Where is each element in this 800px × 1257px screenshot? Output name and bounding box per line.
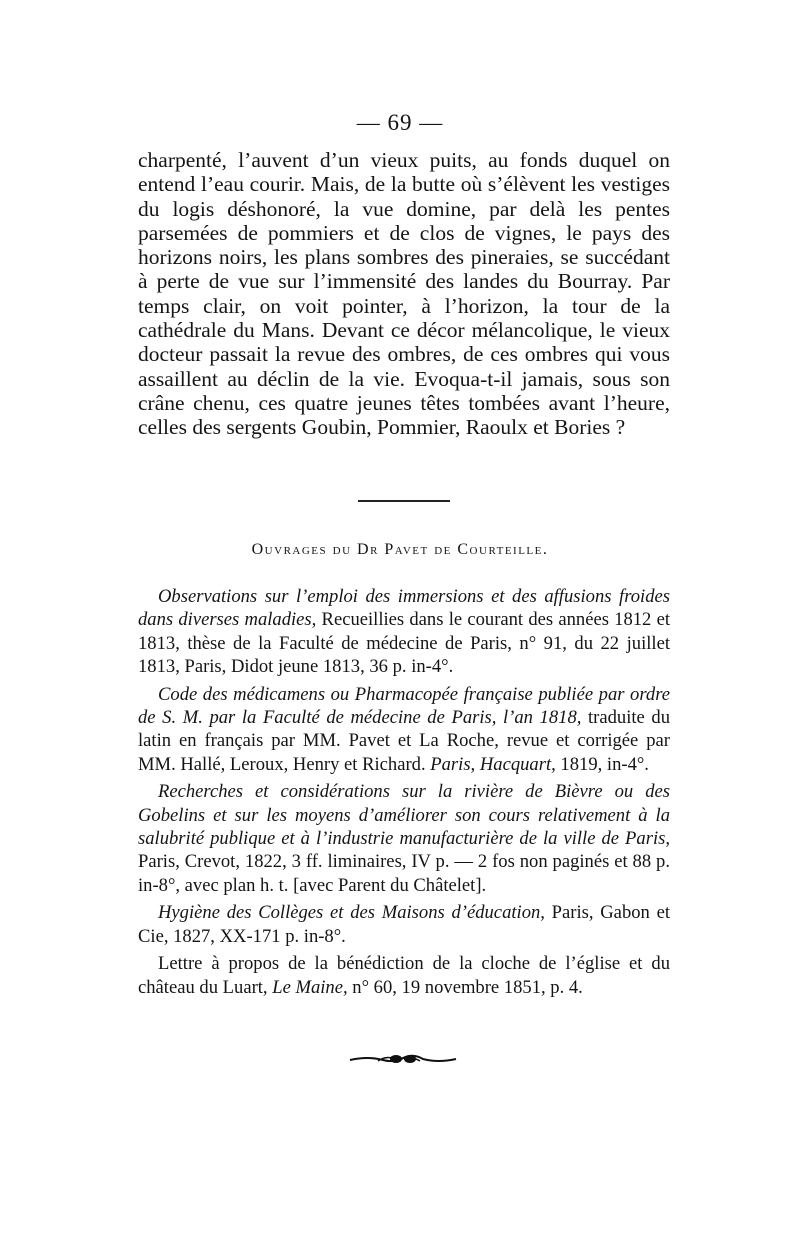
entry-details: traduite du latin en français par MM. Pavet et La Roche, revue et corrigée par MM. Hallé, Leroux, Henry et Richard. [138,707,670,775]
entry-imprint: 1819, in-4°. [555,753,649,775]
entry-lead: Lettre à propos de la bénédiction de la cloche de l’église et du château du Luart, [138,953,670,998]
bibliography-entry [138,683,670,777]
bibliography-entry [138,780,670,897]
page-number: — 69 — [356,110,444,135]
entry-details: Paris, Crevot, 1822, 3 ff. liminaires, IV p. — 2 fos non paginés et 88 p. in-8°, avec plan h. t. [avec Parent du Châtelet]. [138,851,670,896]
entry-title: Hygiène des Collèges et des Maisons d’éducation, [158,902,545,924]
entry-title: Recherches et considérations sur la rivière de Bièvre ou des Gobelins et sur les moyens d’améliorer son cours relativement à la salubrité publique et à l’industrie manufacturière de la ville de Paris, [138,781,670,850]
bibliography-entry [138,585,670,679]
entry-details: Recueillies dans le courant des années 1812 et 1813, thèse de la Faculté de médecine de Paris, n° 91, du 22 juillet 1813, Paris, Didot jeune 1813, 36 p. in-4°. [138,609,670,678]
bibliography-entry [138,901,670,948]
section-title: Ouvrages du Dr Pavet de Courteille. [251,541,549,558]
entry-title: Observations sur l’emploi des immersions et des affusions froides dans diverses maladies, [138,586,670,631]
bibliography-entry [138,952,670,999]
entry-title: Code des médicamens ou Pharmacopée française publiée par ordre de S. M. par la Faculté de médecine de Paris, l’an 1818, [138,683,670,729]
separator-rule [358,500,450,502]
entry-details: Paris, Gabon et Cie, 1827, XX-171 p. in-8°. [138,902,670,947]
entry-journal: Le Maine, [272,976,348,998]
bibliography-list [138,585,670,1003]
entry-details: n° 60, 19 novembre 1851, p. 4. [347,976,583,998]
fleuron-ornament [348,1052,458,1066]
body-paragraph: charpenté, l’auvent d’un vieux puits, au fonds duquel on entend l’eau courir. Mais, de la butte où s’élèvent les vestiges du logis déshonoré, la vue domine, par delà les pentes parsemées de pommiers et de clos de vignes, le pays des horizons noirs, les plans sombres des pineraies, se succédant à perte de vue sur l’immensité des landes du Bourray. Par temps clair, on voit pointer, à l’horizon, la tour de la cathédrale du Mans. Devant ce décor mélancolique, le vieux docteur passait la revue des ombres, de ces ombres qui vous assaillent au déclin de la vie. Evoqua-t-il jamais, sous son crâne chenu, ces quatre jeunes têtes tombées avant l’heure, celles des sergents Goubin, Pommier, Raoulx et Bories ? [138,148,670,440]
entry-publisher: Paris, Hacquart, [430,753,556,775]
